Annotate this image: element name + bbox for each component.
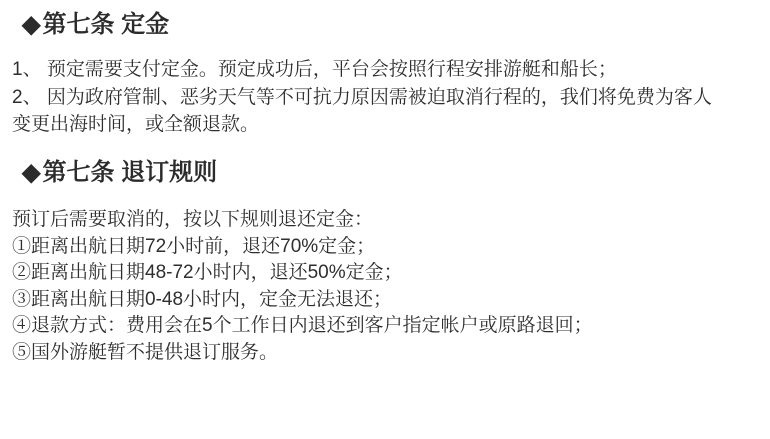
section-deposit-title: 第七条 定金 xyxy=(42,11,170,38)
deposit-rule-line: 2、 因为政府管制、恶劣天气等不可抗力原因需被迫取消行程的，我们将免费为客人 xyxy=(12,86,712,108)
section-deposit-body xyxy=(12,56,764,139)
diamond-bullet-icon: ◆ xyxy=(22,159,41,186)
cancellation-rule-line: ①距离出航日期72小时前，退还70%定金； xyxy=(12,235,376,257)
cancellation-rule-line: ⑤国外游艇暂不提供退订服务。 xyxy=(12,341,279,363)
deposit-rule-line: 变更出海时间，或全额退款。 xyxy=(12,114,260,135)
section-cancellation-title: 第七条 退订规则 xyxy=(42,159,218,186)
deposit-rule-line: 1、 预定需要支付定金。预定成功后，平台会按照行程安排游艇和船长； xyxy=(12,59,617,80)
section-deposit-heading xyxy=(22,11,169,39)
cancellation-rule-line: ④退款方式：费用会在5个工作日内退还到客户指定帐户或原路退回； xyxy=(12,315,593,336)
cancellation-rule-line: ③距离出航日期0-48小时内，定金无法退还； xyxy=(12,288,393,310)
diamond-bullet-icon: ◆ xyxy=(22,11,41,38)
section-cancellation-body xyxy=(12,207,764,366)
cancellation-intro-line: 预订后需要取消的，按以下规则退还定金： xyxy=(12,209,374,230)
cancellation-rule-line: ②距离出航日期48-72小时内，退还50%定金； xyxy=(12,262,403,283)
section-cancellation-heading xyxy=(22,159,217,187)
